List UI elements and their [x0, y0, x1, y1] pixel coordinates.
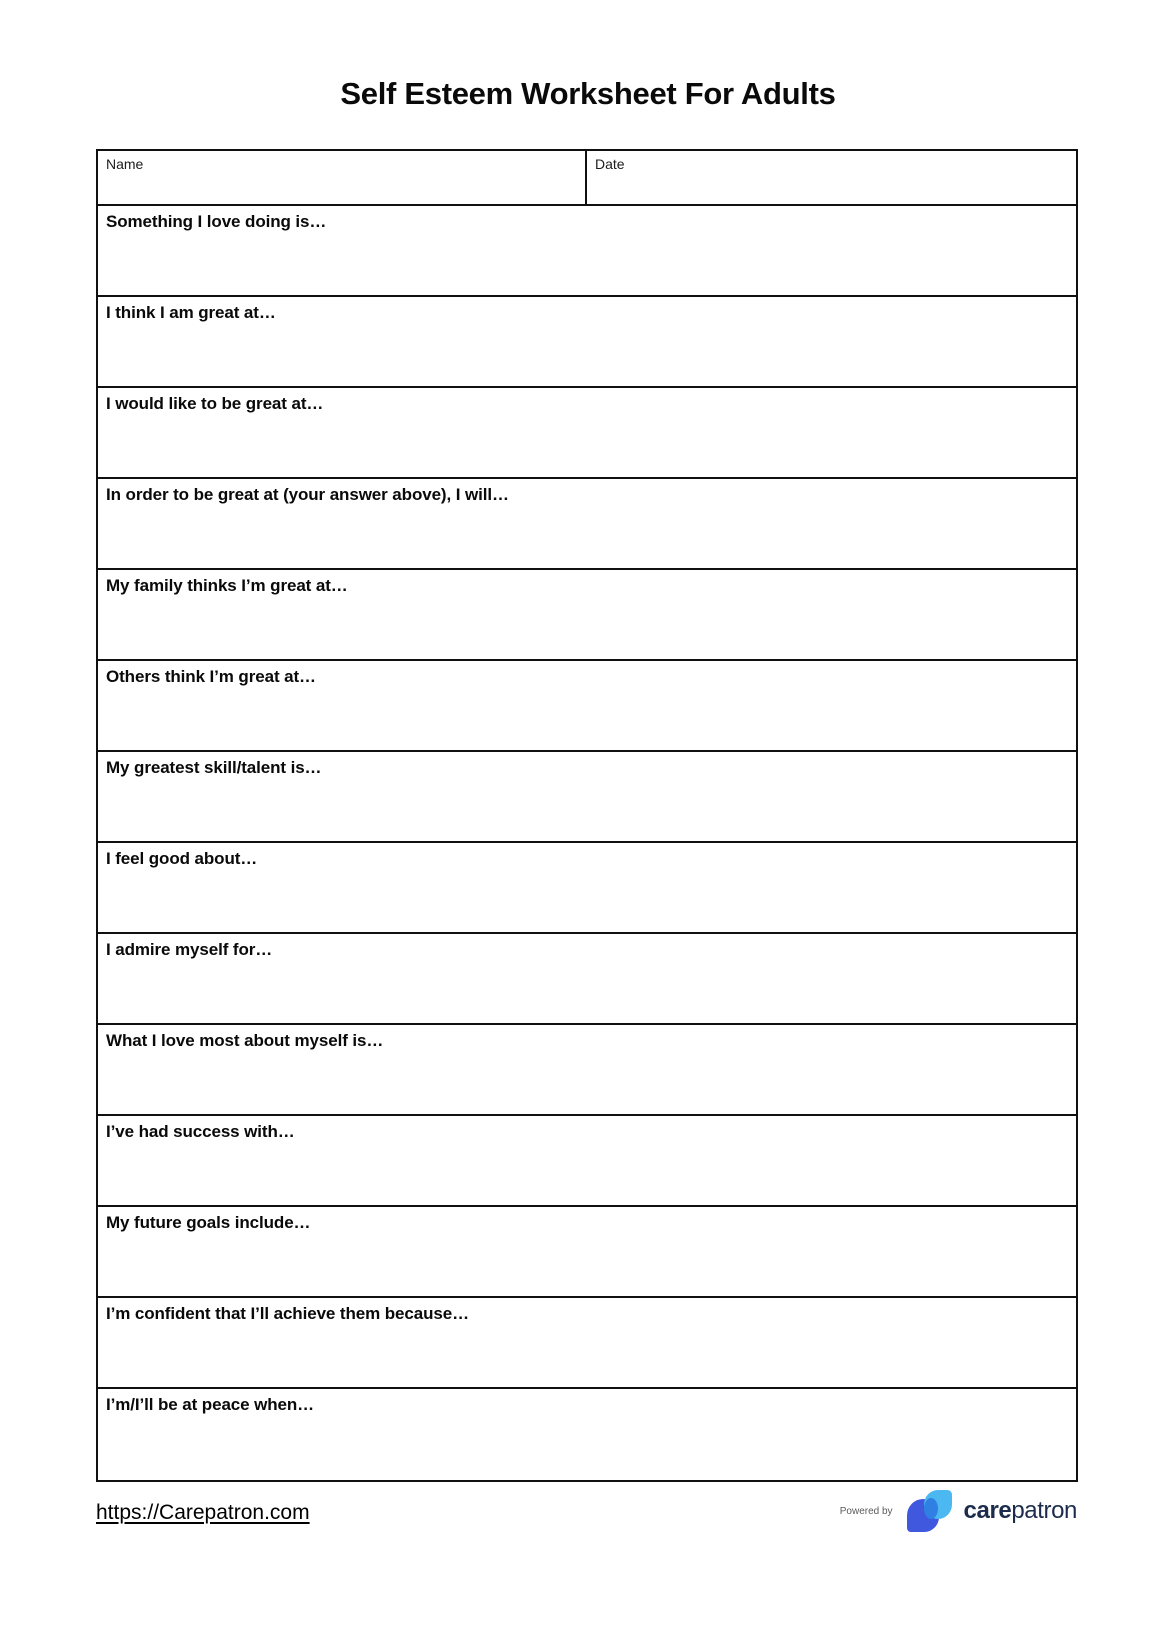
prompt-row: [98, 1116, 1076, 1207]
prompt-label: I’m confident that I’ll achieve them because…: [106, 1304, 469, 1323]
answer-space: [106, 232, 1068, 290]
prompt-row: [98, 661, 1076, 752]
prompt-label: Something I love doing is…: [106, 212, 327, 231]
date-label: Date: [595, 156, 625, 172]
answer-space: [106, 1233, 1068, 1291]
prompt-label: My future goals include…: [106, 1213, 311, 1232]
prompt-label: Others think I’m great at…: [106, 667, 316, 686]
answer-space: [106, 869, 1068, 927]
prompt-row: [98, 1298, 1076, 1389]
name-field-cell: [98, 151, 587, 204]
answer-space: [106, 960, 1068, 1018]
prompt-row: [98, 752, 1076, 843]
prompt-row: [98, 1389, 1076, 1480]
prompt-label: I would like to be great at…: [106, 394, 324, 413]
prompt-row: [98, 843, 1076, 934]
answer-space: [106, 323, 1068, 381]
carepatron-link[interactable]: https://Carepatron.com: [96, 1501, 310, 1524]
prompt-label: My family thinks I’m great at…: [106, 576, 348, 595]
name-date-row: [98, 151, 1076, 206]
name-label: Name: [106, 156, 144, 172]
prompt-label: What I love most about myself is…: [106, 1031, 384, 1050]
answer-space: [106, 1415, 1068, 1473]
answer-space: [106, 596, 1068, 654]
carepatron-logo-icon: [907, 1490, 954, 1532]
answer-space: [106, 778, 1068, 836]
brand-patron: patron: [1011, 1497, 1077, 1524]
date-field-cell: [587, 151, 1076, 204]
powered-by-block: [840, 1488, 1077, 1534]
prompt-label: I’m/I’ll be at peace when…: [106, 1395, 315, 1414]
prompt-row: [98, 388, 1076, 479]
prompt-label: In order to be great at (your answer above), I will…: [106, 485, 509, 504]
prompt-row: [98, 479, 1076, 570]
answer-space: [106, 414, 1068, 472]
answer-space: [106, 1051, 1068, 1109]
prompt-label: I think I am great at…: [106, 303, 276, 322]
answer-space: [106, 1142, 1068, 1200]
logo-overlap-icon: [924, 1498, 938, 1519]
powered-by-label: Powered by: [839, 1505, 893, 1517]
prompt-row: [98, 297, 1076, 388]
page-title: Self Esteem Worksheet For Adults: [340, 76, 836, 111]
prompt-label: I admire myself for…: [106, 940, 273, 959]
answer-space: [106, 505, 1068, 563]
worksheet-table: [96, 149, 1078, 1482]
prompt-row: [98, 1207, 1076, 1298]
prompt-row: [98, 1025, 1076, 1116]
brand-wordmark: [964, 1497, 1077, 1525]
worksheet-rows: [98, 206, 1076, 1480]
answer-space: [106, 687, 1068, 745]
prompt-label: I feel good about…: [106, 849, 258, 868]
prompt-row: [98, 570, 1076, 661]
answer-space: [106, 1324, 1068, 1382]
brand-care: care: [963, 1497, 1012, 1524]
prompt-row: [98, 206, 1076, 297]
prompt-label: I’ve had success with…: [106, 1122, 295, 1141]
prompt-row: [98, 934, 1076, 1025]
prompt-label: My greatest skill/talent is…: [106, 758, 322, 777]
